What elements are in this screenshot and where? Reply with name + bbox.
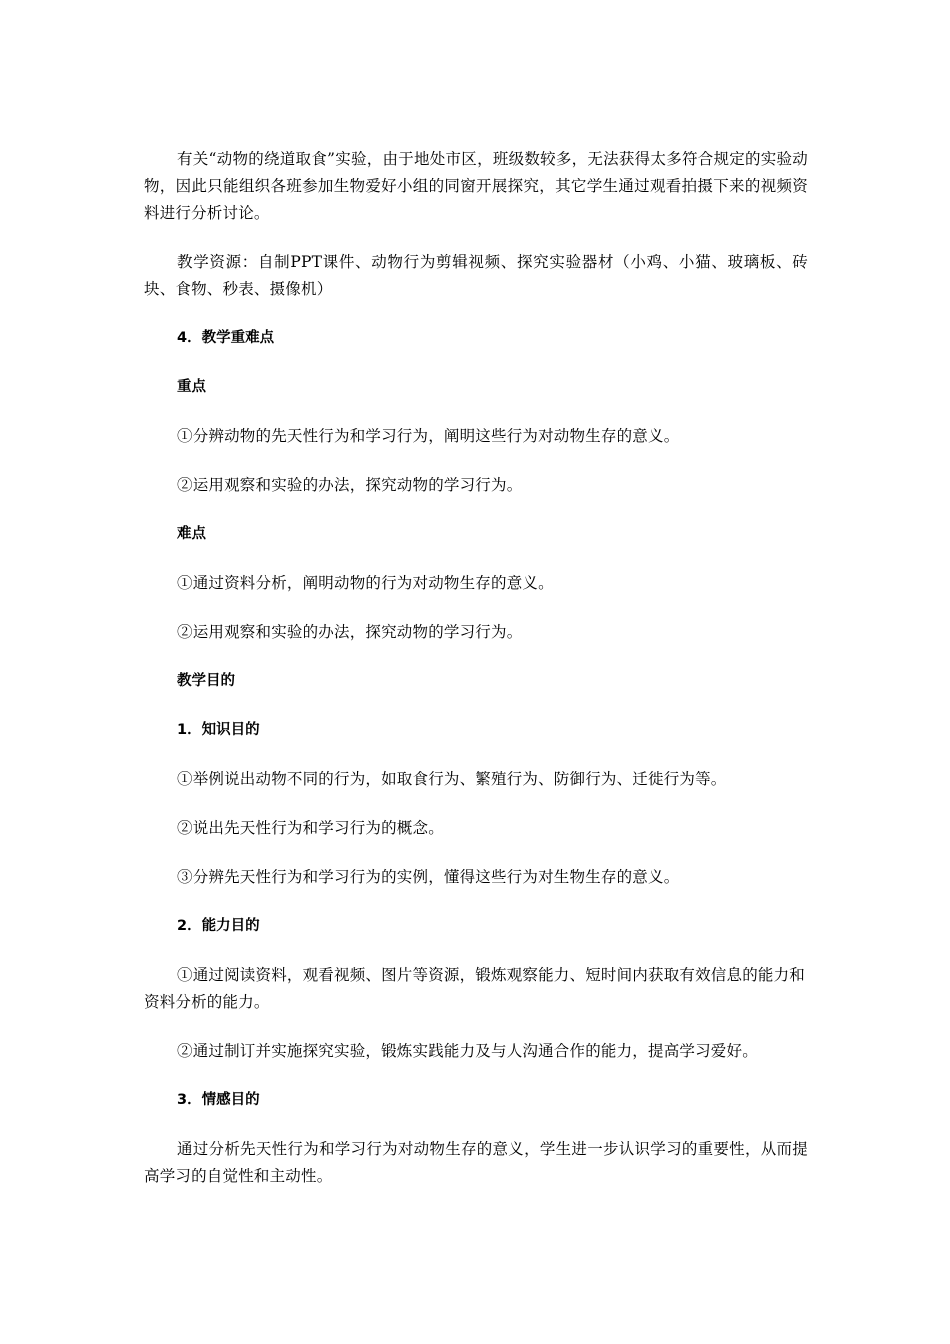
document-body [144,146,808,1212]
knowledge-item: ①举例说出动物不同的行为，如取食行为、繁殖行为、防御行为、迁徙行为等。 [177,770,727,788]
knowledge-heading: 1．知识目的 [177,722,260,738]
section-heading-key-points: 4．教学重难点 [177,330,275,346]
focus-heading: 重点 [177,379,206,395]
difficulty-item: ②运用观察和实验的办法，探究动物的学习行为。 [177,623,523,641]
knowledge-item: ②说出先天性行为和学习行为的概念。 [177,819,444,837]
ability-item: ②通过制订并实施探究实验，锻炼实践能力及与人沟通合作的能力，提高学习爱好。 [177,1042,758,1060]
knowledge-item: ③分辨先天性行为和学习行为的实例，懂得这些行为对生物生存的意义。 [177,868,680,886]
ability-item: ①通过阅读资料，观看视频、图片等资源，锻炼观察能力、短时间内获取有效信息的能力和资料分析的能力。 [144,966,806,1011]
emotion-heading: 3．情感目的 [177,1092,260,1108]
focus-item: ①分辨动物的先天性行为和学习行为，阐明这些行为对动物生存的意义。 [177,427,680,445]
intro-paragraph: 有关“动物的绕道取食”实验，由于地处市区，班级数较多，无法获得太多符合规定的实验动物，因此只能组织各班参加生物爱好小组的同窗开展探究，其它学生通过观看拍摄下来的视频资料进行分析讨论。 [144,150,808,222]
emotion-paragraph: 通过分析先天性行为和学习行为对动物生存的意义，学生进一步认识学习的重要性，从而提高学习的自觉性和主动性。 [144,1140,808,1185]
difficulty-heading: 难点 [177,526,206,542]
difficulty-item: ①通过资料分析，阐明动物的行为对动物生存的意义。 [177,574,554,592]
section-heading-objectives: 教学目的 [177,673,235,689]
ability-heading: 2．能力目的 [177,918,260,934]
resources-paragraph: 教学资源：自制PPT课件、动物行为剪辑视频、探究实验器材（小鸡、小猫、玻璃板、砖块、食物、秒表、摄像机） [144,253,808,298]
focus-item: ②运用观察和实验的办法，探究动物的学习行为。 [177,476,523,494]
